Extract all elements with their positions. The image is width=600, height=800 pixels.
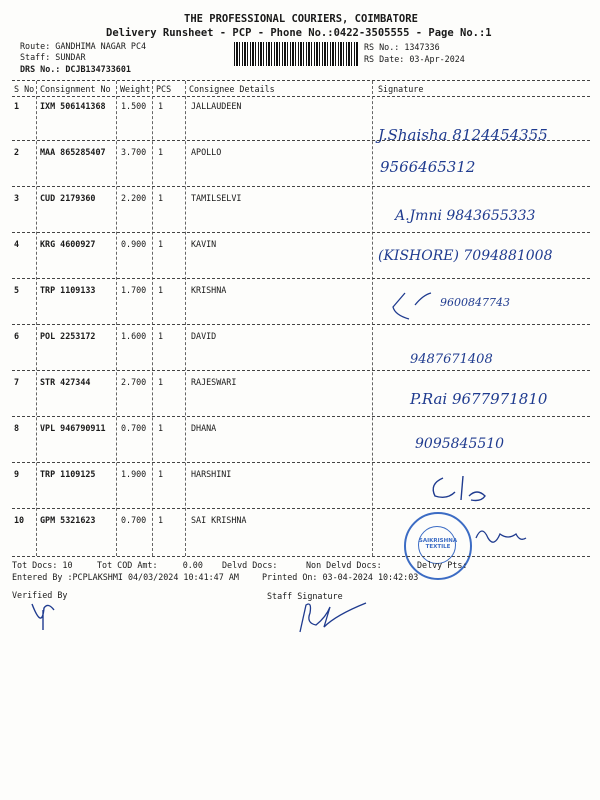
tot-cod: Tot COD Amt: 0.00 — [97, 560, 203, 570]
row-consignment-no: TRP 1109133 — [40, 285, 96, 295]
row-sno: 8 — [14, 423, 20, 433]
row-signature: 9487671408 — [410, 352, 493, 367]
col-consignment: Consignment No — [40, 84, 111, 94]
row-weight: 2.200 — [121, 193, 147, 203]
row-weight: 1.700 — [121, 285, 147, 295]
row-signature: (KISHORE) 7094881008 — [378, 248, 553, 264]
row-consignee: DAVID — [191, 331, 217, 341]
col-consignee: Consignee Details — [189, 84, 275, 94]
column-divider — [185, 81, 186, 556]
row-consignment-no: IXM 506141368 — [40, 101, 106, 111]
row-consignee: JALLAUDEEN — [191, 101, 242, 111]
verified-by: Verified By — [12, 590, 68, 600]
row5-signature-mark-icon — [385, 285, 445, 325]
entered-by: Entered By :PCPLAKSHMI 04/03/2024 10:41:47 AM — [12, 572, 239, 582]
row-pcs: 1 — [158, 423, 164, 433]
stamp-text: SAIKRISHNA TEXTILE — [418, 538, 458, 550]
row-weight: 0.700 — [121, 423, 147, 433]
row-sno: 10 — [14, 515, 25, 525]
staff-signature-icon — [290, 597, 370, 637]
col-pcs: PCS — [156, 84, 172, 94]
row-consignment-no: POL 2253172 — [40, 331, 96, 341]
row-sno: 6 — [14, 331, 20, 341]
row-pcs: 1 — [158, 515, 164, 525]
row-sno: 5 — [14, 285, 20, 295]
row9-signature-mark-icon — [425, 470, 495, 504]
company-title: THE PROFESSIONAL COURIERS, COIMBATORE — [184, 13, 418, 25]
column-divider — [116, 81, 117, 556]
row-weight: 3.700 — [121, 147, 147, 157]
row-consignee: HARSHINI — [191, 469, 232, 479]
row-sno: 3 — [14, 193, 20, 203]
row-pcs: 1 — [158, 469, 164, 479]
row-weight: 0.700 — [121, 515, 147, 525]
staff-signature: Staff Signature — [267, 591, 343, 601]
row-pcs: 1 — [158, 285, 164, 295]
row-sno: 7 — [14, 377, 20, 387]
row-weight: 0.900 — [121, 239, 147, 249]
non-delvd-docs: Non Delvd Docs: — [306, 560, 382, 570]
row-signature: P.Rai 9677971810 — [410, 390, 548, 408]
rs-no: RS No.: 1347336 — [364, 42, 440, 52]
row-consignee: DHANA — [191, 423, 217, 433]
row-consignee: KAVIN — [191, 239, 217, 249]
row-signature: 9566465312 — [380, 158, 476, 176]
tot-docs: Tot Docs: 10 — [12, 560, 73, 570]
row-signature: J.Shaisha 8124454355 — [378, 126, 548, 144]
row-consignee: RAJESWARI — [191, 377, 237, 387]
row-consignment-no: STR 427344 — [40, 377, 91, 387]
row-sno: 2 — [14, 147, 20, 157]
row-sno: 1 — [14, 101, 20, 111]
row-sno: 9 — [14, 469, 20, 479]
col-signature: Signature — [378, 84, 424, 94]
divider — [12, 556, 590, 557]
rs-date: RS Date: 03-Apr-2024 — [364, 54, 465, 64]
runsheet-title: Delivery Runsheet - PCP - Phone No.:0422-3505555 - Page No.:1 — [106, 27, 492, 39]
row-consignment-no: CUD 2179360 — [40, 193, 96, 203]
row-divider — [12, 508, 590, 509]
column-divider — [36, 81, 37, 556]
verifier-signature-icon — [28, 600, 58, 632]
row-divider — [12, 278, 590, 279]
column-divider — [152, 81, 153, 556]
route-label: Route: GANDHIMA NAGAR PC4 — [20, 41, 147, 51]
row-divider — [12, 462, 590, 463]
divider — [12, 96, 590, 97]
row-pcs: 1 — [158, 101, 164, 111]
row-signature: 9600847743 — [440, 296, 510, 309]
row-signature: A.Jmni 9843655333 — [395, 208, 536, 224]
row-divider — [12, 186, 590, 187]
row-divider — [12, 416, 590, 417]
row-consignment-no: VPL 946790911 — [40, 423, 106, 433]
row-pcs: 1 — [158, 331, 164, 341]
row-weight: 2.700 — [121, 377, 147, 387]
col-weight: Weight — [120, 84, 151, 94]
divider — [12, 80, 590, 81]
delvd-docs: Delvd Docs: — [222, 560, 278, 570]
column-divider — [372, 81, 373, 556]
row10-signature-mark-icon — [470, 520, 530, 550]
row-sno: 4 — [14, 239, 20, 249]
drs-label: DRS No.: DCJB134733601 — [20, 64, 131, 74]
delvy-pts: Delvy Pts: — [417, 560, 468, 570]
row-consignee: SAI KRISHNA — [191, 515, 247, 525]
row-consignment-no: MAA 865285407 — [40, 147, 106, 157]
row-pcs: 1 — [158, 239, 164, 249]
row-divider — [12, 370, 590, 371]
printed-on: Printed On: 03-04-2024 10:42:03 — [262, 572, 419, 582]
row-pcs: 1 — [158, 147, 164, 157]
row-divider — [12, 232, 590, 233]
row-divider — [12, 140, 590, 141]
row-consignee: TAMILSELVI — [191, 193, 242, 203]
row-consignee: APOLLO — [191, 147, 222, 157]
row-weight: 1.600 — [121, 331, 147, 341]
row-divider — [12, 324, 590, 325]
staff-label: Staff: SUNDAR — [20, 52, 86, 62]
row-pcs: 1 — [158, 193, 164, 203]
row-consignment-no: KRG 4600927 — [40, 239, 96, 249]
col-sno: S No — [14, 84, 35, 94]
row-consignment-no: GPM 5321623 — [40, 515, 96, 525]
row-consignee: KRISHNA — [191, 285, 227, 295]
row-weight: 1.900 — [121, 469, 147, 479]
row-consignment-no: TRP 1109125 — [40, 469, 96, 479]
row-pcs: 1 — [158, 377, 164, 387]
row-weight: 1.500 — [121, 101, 147, 111]
row-signature: 9095845510 — [415, 436, 505, 452]
barcode — [234, 42, 359, 66]
